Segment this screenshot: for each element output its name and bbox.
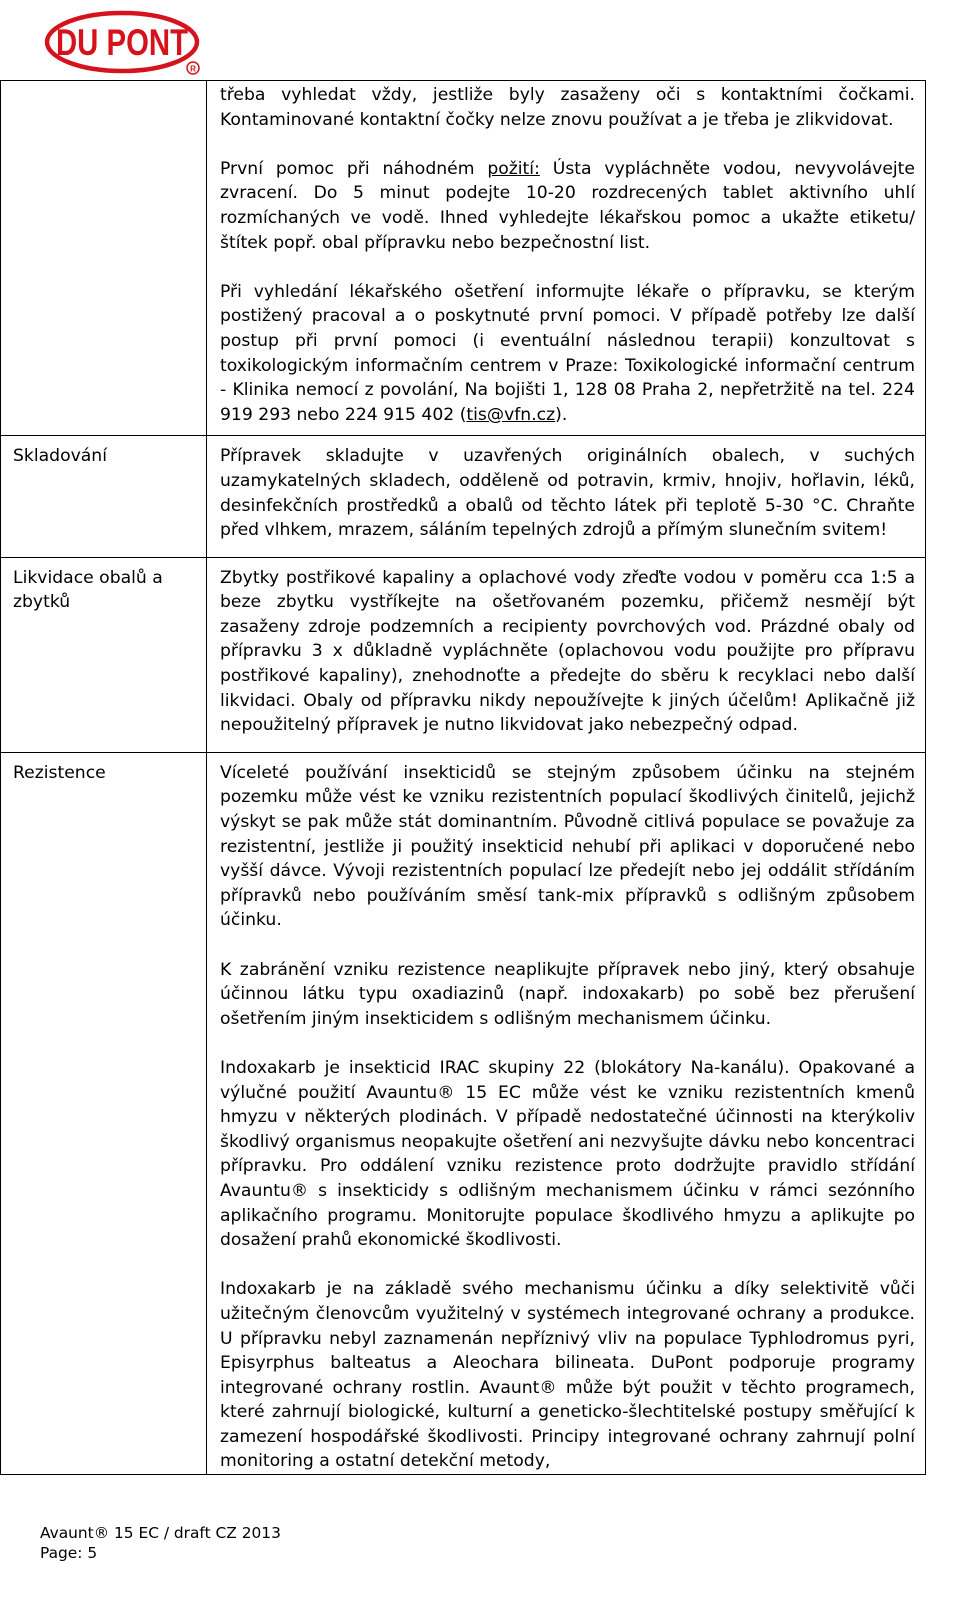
first-aid-paragraph: První pomoc při náhodném požití: Ústa vypláchněte vodou, nevyvolávejte zvracení. Do 5 minut podejte 10-20 rozdrecených tablet aktivního uhlí rozmíchaných ve vodě. Ihned vyhledejte lékařskou pomoc a ukažte etiketu/štítek popř. obal přípravku nebo bezpečnostní list. xyxy=(220,158,915,253)
label-table xyxy=(0,80,926,1475)
dupont-logo xyxy=(44,8,204,78)
disposal-row xyxy=(1,557,926,752)
email-link[interactable]: tis@vfn.cz xyxy=(466,404,556,425)
registered-mark: R xyxy=(190,64,196,74)
storage-row xyxy=(1,436,926,557)
first-aid-label-cell xyxy=(1,81,207,436)
resistance-paragraph: Indoxakarb je insekticid IRAC skupiny 22 (blokátory Na-kanálu). Opakované a výlučné použití Avauntu® 15 EC může vést ke vzniku rezistentních kmenů hmyzu v některých plodinách. V případě nedostatečné účinnosti na kterýkoliv škodlivý organismus neopakujte ošetření ani nezvyšujte dávku nebo koncentraci přípravku. Pro oddálení vzniku rezistence proto dodržujte pravidlo střídání Avauntu® s insekticidy s odlišným mechanismem účinku v rámci sezónního aplikačního programu. Monitorujte populace škodlivého hmyzu a aplikujte po dosažení prahů ekonomické škodlivosti. xyxy=(220,1057,915,1251)
resistance-row xyxy=(1,752,926,1474)
first-aid-paragraph: třeba vyhledat vždy, jestliže byly zasaženy oči s kontaktními čočkami. Kontaminované kontaktní čočky nelze znovu používat a je třeba je zlikvidovat. xyxy=(220,85,915,130)
first-aid-row xyxy=(1,81,926,436)
resistance-content xyxy=(207,752,926,1474)
resistance-label: Rezistence xyxy=(1,752,207,1474)
disposal-content: Zbytky postřikové kapaliny a oplachové vody zřeďte vodou v poměru cca 1:5 a beze zbytku vystříkejte na ošetřovaném pozemku, přičemž nesmějí být zasaženy zdroje podzemních a recipienty povrchových vod. Prázdné obaly od přípravku 3 x důkladně vypláchněte (oplachovou vodu použijte pro přípravu postřikové kapaliny), znehodnoťte a předejte do sběru k recyklaci nebo další likvidaci. Obaly od přípravku nikdy nepoužívejte k jiných účelům! Aplikačně již nepoužitelný přípravek je nutno likvidovat jako nebezpečný odpad. xyxy=(207,557,926,752)
resistance-paragraph: Indoxakarb je na základě svého mechanismu účinku a díky selektivitě vůči užitečným členovcům využitelný v systémech integrované ochrany a produkce. U přípravku nebyl zaznamenán nepříznivý vliv na populace Typhlodromus pyri, Episyrphus balteatus a Aleochara bilineata. DuPont podporuje programy integrované ochrany rostlin. Avaunt® může být použit v těchto programech, které zahrnují biologické, kulturní a geneticko-šlechtitelské postupy směřující k zamezení hospodářské škodlivosti. Principy integrované ochrany zahrnují polní monitoring a ostatní detekční metody, xyxy=(220,1279,915,1472)
resistance-paragraph: Víceleté používání insekticidů se stejným způsobem účinku na stejném pozemku může vést ke vzniku rezistentních populací škodlivých činitelů, jejichž výskyt se pak může stát dominantním. Původně citlivá populace se považuje za rezistentní, jestliže ji použitý insekticid nehubí při aplikaci v doporučené nebo vyšší dávce. Vývoji rezistentních populací lze předejít nebo jej oddálit střídáním přípravků nebo používáním směsí tank-mix přípravků s odlišným způsobem účinku. xyxy=(220,762,915,931)
footer-page-number: Page: 5 xyxy=(40,1543,98,1562)
first-aid-paragraph: Při vyhledání lékařského ošetření informujte lékaře o přípravku, se kterým postižený pracoval a o poskytnuté první pomoci. V případě potřeby lze další postup při první pomoci (i eventuální následnou terapii) konzultovat s toxikologickým informačním centrem v Praze: Toxikologické informační centrum - Klinika nemocí z povolání, Na bojišti 1, 128 08 Praha 2, nepřetržitě na tel. 224 919 293 nebo 224 915 402 (tis@vfn.cz). xyxy=(220,281,915,425)
ingestion-term: požití: xyxy=(487,158,540,179)
footer-product-line: Avaunt® 15 EC / draft CZ 2013 xyxy=(40,1524,281,1542)
storage-content: Přípravek skladujte v uzavřených originálních obalech, v suchých uzamykatelných skladech, odděleně od potravin, krmiv, hnojiv, hořlavin, léků, desinfekčních prostředků a obalů od těchto látek při teplotě 5-30 °C. Chraňte před vlhkem, mrazem, sáláním tepelných zdrojů a přímým slunečním svitem! xyxy=(207,436,926,557)
storage-label: Skladování xyxy=(1,436,207,557)
logo-text: DU PONT xyxy=(56,22,189,63)
page-footer xyxy=(40,1524,281,1563)
disposal-label: Likvidace obalů a zbytků xyxy=(1,557,207,752)
first-aid-content xyxy=(207,81,926,436)
resistance-paragraph: K zabránění vzniku rezistence neaplikujte přípravek nebo jiný, který obsahuje účinnou látku typu oxadiazinů (např. indoxakarb) po sobě bez přerušení ošetřením jiným insekticidem s odlišným mechanismem účinku. xyxy=(220,959,915,1029)
